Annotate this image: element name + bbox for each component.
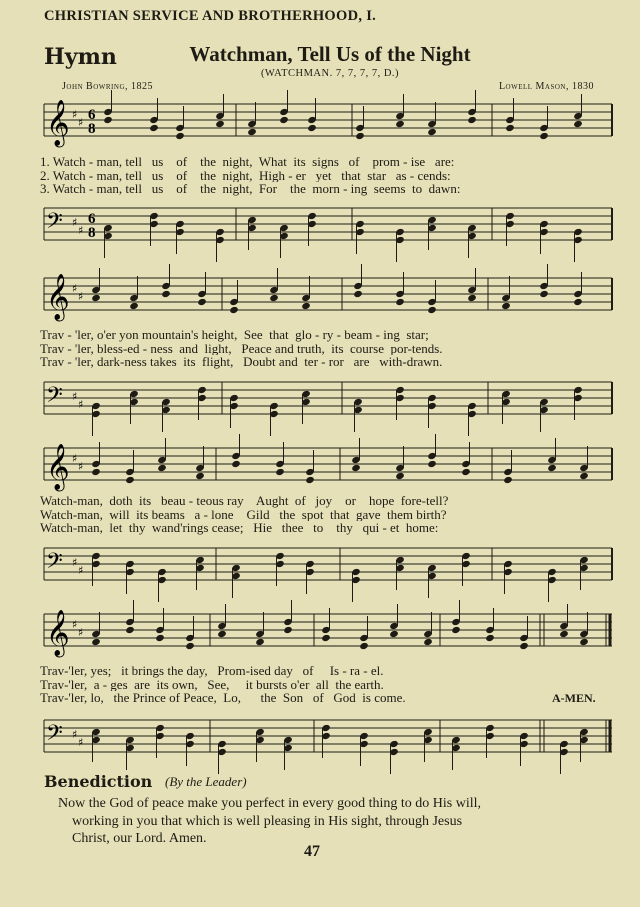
note-head: [155, 634, 165, 642]
lyrics-system-3: [40, 494, 614, 535]
note-head: [301, 302, 311, 310]
author-credit: John Bowring, 1825: [62, 81, 153, 92]
note-head: [91, 294, 101, 302]
note-head: [461, 468, 471, 476]
svg-text:♯: ♯: [72, 390, 78, 403]
svg-text:𝄞: 𝄞: [46, 100, 70, 146]
section-heading: CHRISTIAN SERVICE AND BROTHERHOOD, I.: [44, 8, 377, 24]
note-head: [157, 464, 167, 472]
svg-text:♯: ♯: [72, 108, 78, 121]
treble-staff-1: [44, 96, 612, 152]
hymn-label: Hymn: [44, 44, 117, 70]
svg-text:♯: ♯: [72, 556, 78, 569]
svg-text:𝄞: 𝄞: [46, 610, 70, 656]
hymn-title: Watchman, Tell Us of the Night: [189, 42, 471, 66]
note-head: [351, 464, 361, 472]
note-head: [389, 630, 399, 638]
svg-text:𝄢: 𝄢: [46, 549, 63, 579]
note-head: [395, 120, 405, 128]
lyric-line: Watch-man, will its beams a - lone Gild the spot that gave them birth?: [40, 507, 447, 521]
svg-text:𝄢: 𝄢: [46, 383, 63, 413]
svg-text:8: 8: [88, 121, 96, 137]
note-head: [503, 476, 513, 484]
note-head: [547, 464, 557, 472]
note-head: [395, 298, 405, 306]
svg-text:♯: ♯: [72, 728, 78, 741]
bass-staff-2: [44, 374, 612, 430]
lyric-line: 2. Watch - man, tell us of the night, High - er yet that star as - cends:: [40, 168, 451, 182]
svg-text:♯: ♯: [78, 460, 84, 473]
benediction-line: Christ, our Lord. Amen.: [72, 831, 207, 846]
lyric-line: Trav - 'ler, bless-ed - ness and light, Peace and truth, its course por-tends.: [40, 341, 443, 355]
note-head: [255, 638, 265, 646]
lyric-line: Trav - 'ler, o'er yon mountain's height, See that glo - ry - beam - ing star;: [40, 328, 429, 342]
amen-label: A-MEN.: [552, 691, 596, 705]
note-head: [573, 298, 583, 306]
note-head: [519, 642, 529, 650]
note-head: [467, 116, 477, 124]
benediction-text: [58, 795, 618, 848]
note-head: [579, 472, 589, 480]
lyric-line: Trav-'ler, lo, the Prince of Peace, Lo, the Son of God is come.: [40, 691, 406, 705]
note-head: [355, 132, 365, 140]
bass-staff-4: [44, 712, 612, 768]
note-head: [423, 638, 433, 646]
note-head: [321, 634, 331, 642]
note-head: [125, 626, 135, 634]
benediction-line: working in you that which is well pleasing in His sight, through Jesus: [72, 813, 463, 829]
note-head: [91, 468, 101, 476]
svg-text:♯: ♯: [72, 216, 78, 229]
lyrics-system-2: [40, 328, 614, 369]
bass-staff-3: [44, 540, 612, 596]
svg-text:6: 6: [88, 107, 96, 123]
note-head: [175, 132, 185, 140]
treble-staff-2: [44, 266, 612, 322]
note-head: [451, 626, 461, 634]
lyric-line: 3. Watch - man, tell us of the night, For the morn - ing seems to dawn:: [40, 182, 461, 196]
svg-text:♯: ♯: [72, 452, 78, 465]
svg-text:♯: ♯: [78, 116, 84, 129]
note-head: [573, 120, 583, 128]
svg-text:♯: ♯: [78, 564, 84, 577]
svg-text:♯: ♯: [72, 618, 78, 631]
lyric-line: Watch-man, doth its beau - teous ray Aught of joy or hope fore-tell?: [40, 494, 449, 508]
note-head: [247, 128, 257, 136]
note-head: [485, 634, 495, 642]
note-head: [149, 124, 159, 132]
note-head: [197, 298, 207, 306]
note-head: [305, 476, 315, 484]
note-head: [161, 290, 171, 298]
svg-text:♯: ♯: [78, 290, 84, 303]
note-head: [103, 116, 113, 124]
svg-text:♯: ♯: [72, 282, 78, 295]
lyric-line: Watch-man, let thy wand'rings cease; Hie thee to thy qui - et home:: [40, 521, 439, 535]
note-head: [559, 630, 569, 638]
svg-text:♯: ♯: [78, 626, 84, 639]
note-head: [91, 638, 101, 646]
note-head: [359, 642, 369, 650]
note-head: [467, 294, 477, 302]
svg-text:𝄢: 𝄢: [46, 209, 63, 239]
page-number: 47: [304, 843, 320, 860]
treble-staff-4: [44, 602, 612, 658]
svg-text:♯: ♯: [78, 224, 84, 237]
note-head: [283, 626, 293, 634]
svg-text:𝄞: 𝄞: [46, 274, 70, 320]
note-head: [501, 302, 511, 310]
note-head: [185, 642, 195, 650]
note-head: [129, 302, 139, 310]
note-head: [195, 472, 205, 480]
treble-staff-3: [44, 436, 612, 492]
note-head: [505, 124, 515, 132]
note-head: [395, 472, 405, 480]
bass-staff-1: [44, 200, 612, 252]
note-head: [427, 128, 437, 136]
svg-text:♯: ♯: [78, 736, 84, 749]
lyric-line: 1. Watch - man, tell us of the night, What its signs of prom - ise are:: [40, 155, 455, 169]
note-head: [279, 116, 289, 124]
note-head: [307, 124, 317, 132]
benediction-line: Now the God of peace make you perfect in every good thing to do His will,: [58, 796, 482, 811]
svg-text:♯: ♯: [78, 398, 84, 411]
lyric-line: Trav-'ler, a - ges are its own, See, it bursts o'er all the earth.: [40, 677, 384, 691]
note-head: [427, 460, 437, 468]
note-head: [539, 132, 549, 140]
note-head: [125, 476, 135, 484]
svg-text:𝄢: 𝄢: [46, 721, 63, 751]
note-head: [275, 468, 285, 476]
tune-name: (WATCHMAN. 7, 7, 7, 7, D.): [260, 68, 400, 79]
note-head: [215, 120, 225, 128]
lyrics-system-4: [40, 664, 614, 705]
lyric-line: Trav - 'ler, dark-ness takes its flight, Doubt and ter - ror are with-drawn.: [40, 355, 443, 369]
svg-text:6: 6: [88, 211, 96, 227]
benediction-leader-note: (By the Leader): [165, 774, 247, 789]
lyric-line: Trav-'ler, yes; it brings the day, Prom-ised day of Is - ra - el.: [40, 664, 384, 678]
note-head: [353, 290, 363, 298]
note-head: [231, 460, 241, 468]
lyrics-system-1: [40, 155, 614, 196]
svg-text:𝄞: 𝄞: [46, 444, 70, 490]
note-head: [539, 290, 549, 298]
note-head: [229, 306, 239, 314]
composer-credit: Lowell Mason, 1830: [498, 81, 594, 92]
svg-text:8: 8: [88, 225, 96, 241]
note-head: [579, 638, 589, 646]
note-head: [217, 630, 227, 638]
benediction-label: Benediction: [44, 772, 153, 791]
note-head: [269, 294, 279, 302]
note-head: [427, 306, 437, 314]
